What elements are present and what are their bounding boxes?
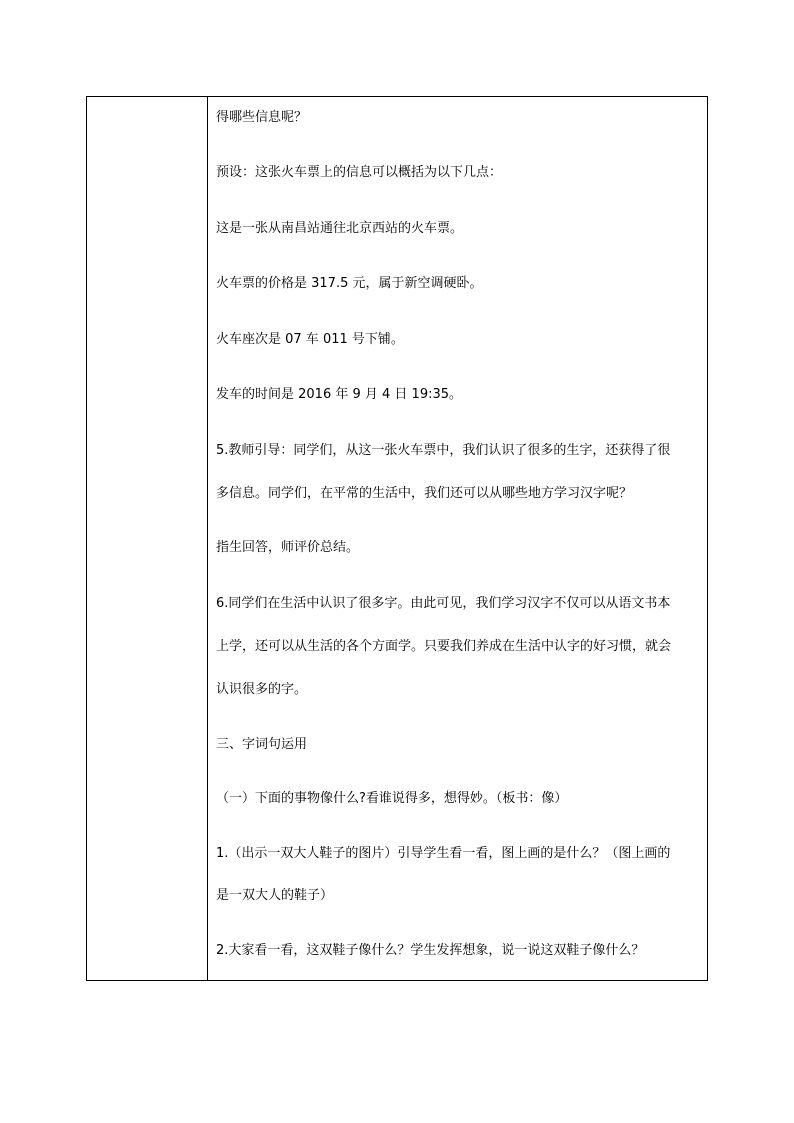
text-line-14: （一）下面的事物像什么?看谁说得多，想得妙。（板书：像）: [216, 791, 568, 806]
text-line-15: 1.（出示一双大人鞋子的图片）引导学生看一看，图上画的是什么？（图上画的: [216, 846, 671, 861]
text-line-16: 是一双大人的鞋子）: [216, 888, 334, 903]
text-line-2: 预设：这张火车票上的信息可以概括为以下几点：: [216, 165, 503, 180]
text-line-5: 火车座次是 07 车 011 号下铺。: [216, 332, 404, 347]
text-line-10: 6.同学们在生活中认识了很多字。由此可见，我们学习汉字不仅可以从语文书本: [216, 596, 671, 611]
text-line-3: 这是一张从南昌站通往北京西站的火车票。: [216, 221, 464, 236]
text-line-13: 三、字词句运用: [216, 737, 308, 752]
table-left-column: [87, 97, 208, 980]
text-line-9: 指生回答，师评价总结。: [216, 540, 360, 555]
text-line-4: 火车票的价格是 317.5 元，属于新空调硬卧。: [216, 276, 483, 291]
text-line-1: 得哪些信息呢？: [216, 110, 308, 125]
text-line-11: 上学，还可以从生活的各个方面学。只要我们养成在生活中认字的好习惯，就会: [216, 639, 672, 654]
text-line-8: 多信息。同学们，在平常的生活中，我们还可以从哪些地方学习汉字呢？: [216, 486, 633, 501]
text-line-6: 发车的时间是 2016 年 9 月 4 日 19:35。: [216, 387, 463, 402]
lesson-table: [86, 96, 708, 981]
text-line-12: 认识很多的字。: [216, 682, 308, 697]
text-line-17: 2.大家看一看，这双鞋子像什么？学生发挥想象，说一说这双鞋子像什么？: [216, 943, 645, 958]
table-content-column: [208, 97, 707, 980]
text-line-7: 5.教师引导：同学们，从这一张火车票中，我们认识了很多的生字，还获得了很: [216, 443, 671, 458]
